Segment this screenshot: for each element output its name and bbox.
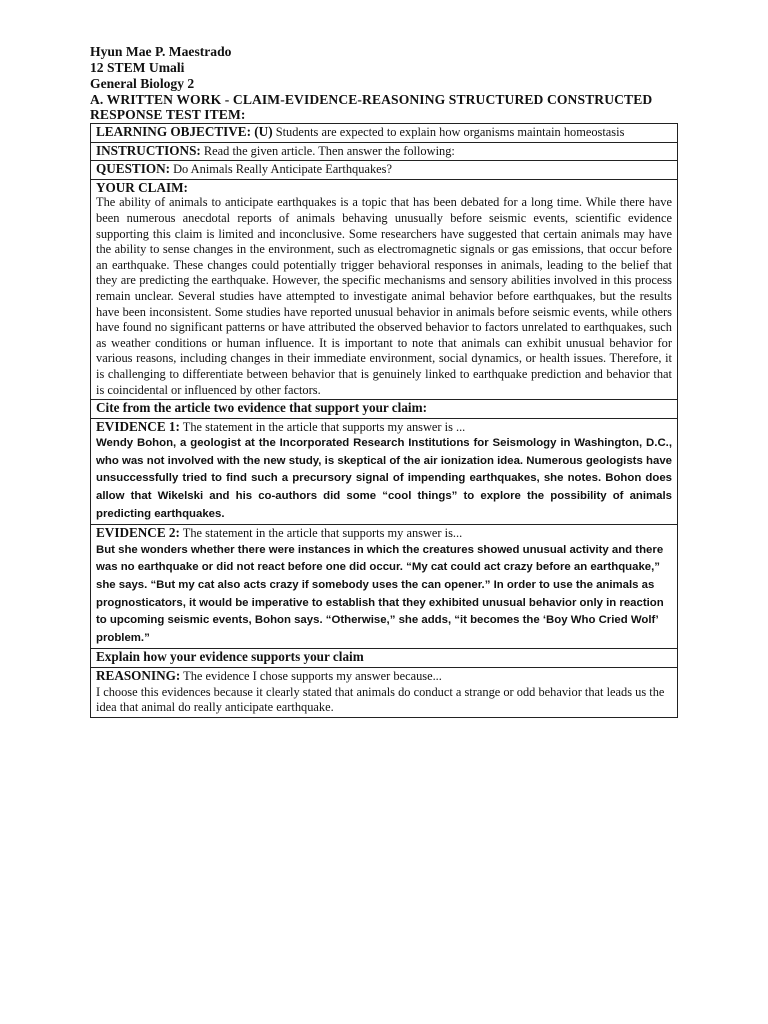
- explain-heading: Explain how your evidence supports your claim: [96, 649, 364, 665]
- instructions-row: [91, 142, 678, 161]
- evidence-1-text: Wendy Bohon, a geologist at the Incorporated Research Institutions for Seismology in Washington, D.C., who was not involved with the new study, is skeptical of the air ionization idea. Numerous geologists have unsuccessfully tried to find such a precursory signal of impending earthquakes, she notes. Bohon does allow that Wikelski and his co-authors did some “cool things” to explore the possibility of animals predicting earthquakes.: [96, 437, 672, 520]
- cite-heading: Cite from the article two evidence that support your claim:: [96, 400, 427, 416]
- learning-objective-row: [91, 124, 678, 143]
- subject-name: General Biology 2: [90, 76, 195, 91]
- evidence-1-row: [91, 418, 678, 525]
- claim-label: YOUR CLAIM:: [96, 179, 188, 195]
- question-text: Do Animals Really Anticipate Earthquakes?: [170, 162, 392, 177]
- claim-text: The ability of animals to anticipate earthquakes is a topic that has been debated for a long time. While there have been numerous anecdotal reports of animals behaving unusually before seismic events, scientific evidence supporting this claim is limited and inconclusive. Some researchers have suggested that certain animals may have the ability to sense changes in the environment, such as electromagnetic signals or gas emissions, that occur before an earthquake. These changes could potentially trigger behavioral responses in animals, leading to the belief that they are predicting the earthquake. However, the specific mechanisms and sensory abilities involved in this process remain unclear. Several studies have attempted to investigate animal behavior before earthquakes, but the results have been inconsistent. Some studies have reported unusual behavior in animals before seismic events, while others have found no significant patterns or have attributed the observed behavior to factors unrelated to earthquakes, such as weather conditions or human influence. It is important to note that animals can exhibit unusual behavior for various reasons, including changes in their immediate environment, social dynamics, or health issues. Therefore, it is challenging to differentiate between behavior that is genuinely linked to earthquake prediction and behavior that is coincidental or influenced by other factors.: [96, 195, 672, 397]
- explain-heading-row: [91, 649, 678, 668]
- evidence-2-label: EVIDENCE 2:: [96, 525, 180, 541]
- instructions-text: Read the given article. Then answer the following:: [200, 143, 455, 158]
- student-name: Hyun Mae P. Maestrado: [90, 44, 232, 59]
- reasoning-label: REASONING:: [96, 668, 181, 683]
- question-label: QUESTION:: [96, 161, 171, 177]
- question-row: [91, 161, 678, 180]
- instructions-label: INSTRUCTIONS:: [96, 142, 201, 158]
- evidence-2-row: [91, 525, 678, 649]
- evidence-2-prompt: The statement in the article that supports my answer is...: [179, 526, 463, 541]
- cite-heading-row: [91, 400, 678, 419]
- reasoning-prompt: The evidence I chose supports my answer because...: [180, 669, 442, 683]
- learning-objective-text: Students are expected to explain how organisms maintain homeostasis: [272, 125, 625, 139]
- reasoning-row: [91, 668, 678, 718]
- worksheet-title: A. WRITTEN WORK - CLAIM-EVIDENCE-REASONING STRUCTURED CONSTRUCTED RESPONSE TEST ITEM:: [90, 92, 653, 122]
- learning-objective-label: LEARNING OBJECTIVE: (U): [96, 124, 273, 139]
- document-page: [90, 44, 678, 718]
- evidence-2-text: But she wonders whether there were instances in which the creatures showed unusual activity and there was no earthquake or did not react before one did occur. “My cat could act crazy before an earthquake,” she says. “But my cat also acts crazy if somebody uses the can opener.” In order to use the animals as prognosticators, it would be imperative to establish that they exhibited unusual behavior only in reaction to upcoming seismic events, Bohon says. “Otherwise,” she adds, “it becomes the ‘Boy Who Cried Wolf’ problem.”: [96, 543, 664, 644]
- evidence-1-label: EVIDENCE 1:: [96, 418, 180, 434]
- evidence-1-prompt: The statement in the article that supports my answer is ...: [179, 419, 466, 434]
- claim-row: [91, 179, 678, 399]
- reasoning-text: I choose this evidences because it clearly stated that animals do conduct a strange or odd behavior that leads us the idea that animal do really anticipate earthquake.: [96, 684, 665, 715]
- student-section: 12 STEM Umali: [90, 60, 185, 75]
- cer-table: [90, 123, 678, 718]
